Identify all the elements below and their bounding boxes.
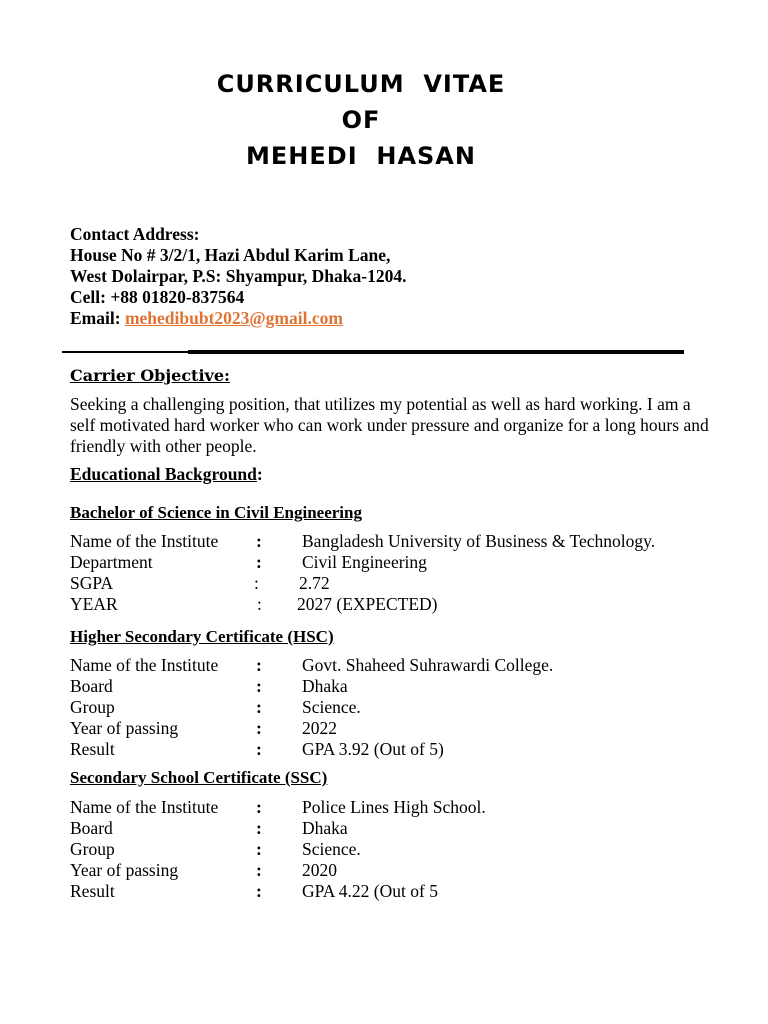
address-line-1: House No # 3/2/1, Hazi Abdul Karim Lane, <box>70 245 391 265</box>
objective-text: Seeking a challenging position, that utilizes my potential as well as hard working. I am a self motivated hard worker who can work under pressure and organize for a long hours and friendly with other people. <box>70 394 709 456</box>
row-key: Year of passing <box>70 718 179 738</box>
row-value: 2.72 <box>299 573 330 593</box>
row-key: SGPA <box>70 573 114 593</box>
row-colon: : <box>257 594 262 614</box>
bsc-row-department <box>70 552 760 573</box>
row-value: Bangladesh University of Business & Technology. <box>302 531 656 551</box>
contact-block <box>70 224 406 329</box>
row-value: Police Lines High School. <box>302 797 486 817</box>
contact-heading: Contact Address: <box>70 224 200 244</box>
row-key: Year of passing <box>70 860 179 880</box>
row-value: Science. <box>302 697 361 717</box>
row-value: Govt. Shaheed Suhrawardi College. <box>302 655 554 675</box>
hsc-title: Higher Secondary Certificate (HSC) <box>70 627 334 646</box>
row-colon: : <box>256 697 262 717</box>
row-key: Board <box>70 676 113 696</box>
row-value: 2020 <box>302 860 337 880</box>
title-of: OF <box>341 106 381 134</box>
cell-number: Cell: +88 01820-837564 <box>70 287 245 307</box>
row-colon: : <box>256 718 262 738</box>
row-key: YEAR <box>70 594 118 614</box>
row-value: 2022 <box>302 718 337 738</box>
row-key: Result <box>70 881 115 901</box>
email-row <box>70 308 406 329</box>
row-colon: : <box>256 552 262 572</box>
bsc-row-sgpa <box>70 573 760 594</box>
row-key: Board <box>70 818 113 838</box>
row-value: Dhaka <box>302 676 348 696</box>
hsc-row-year <box>70 718 760 739</box>
address-line-2: West Dolairpar, P.S: Shyampur, Dhaka-1204. <box>70 266 407 286</box>
row-key: Name of the Institute <box>70 531 219 551</box>
bsc-title: Bachelor of Science in Civil Engineering <box>70 503 362 522</box>
row-colon: : <box>256 860 262 880</box>
row-key: Group <box>70 697 115 717</box>
ssc-row-institute <box>70 797 760 818</box>
email-link[interactable]: mehedibubt2023@gmail.com <box>124 308 343 328</box>
divider-line-thick <box>188 350 684 354</box>
hsc-row-board <box>70 676 760 697</box>
row-colon: : <box>256 676 262 696</box>
row-value: GPA 3.92 (Out of 5) <box>302 739 444 759</box>
title-curriculum-vitae: CURRICULUM VITAE <box>216 70 506 98</box>
row-colon: : <box>256 839 262 859</box>
row-colon: : <box>256 739 262 759</box>
row-key: Group <box>70 839 115 859</box>
row-value: GPA 4.22 (Out of 5 <box>302 881 438 901</box>
row-key: Department <box>70 552 153 572</box>
ssc-row-result <box>70 881 760 902</box>
hsc-row-group <box>70 697 760 718</box>
bsc-row-institute <box>70 531 760 552</box>
ssc-row-year <box>70 860 760 881</box>
education-heading <box>70 464 263 485</box>
row-colon: : <box>254 573 259 593</box>
ssc-row-board <box>70 818 760 839</box>
row-key: Result <box>70 739 115 759</box>
education-heading-text: Educational Background <box>70 464 257 484</box>
row-value: 2027 (EXPECTED) <box>297 594 438 614</box>
row-key: Name of the Institute <box>70 655 219 675</box>
row-colon: : <box>256 818 262 838</box>
row-value: Dhaka <box>302 818 348 838</box>
bsc-row-year <box>70 594 760 615</box>
education-heading-colon: : <box>256 464 263 484</box>
row-colon: : <box>256 655 262 675</box>
hsc-row-institute <box>70 655 760 676</box>
hsc-row-result <box>70 739 760 760</box>
row-value: Science. <box>302 839 361 859</box>
email-label: Email: <box>70 308 125 328</box>
row-value: Civil Engineering <box>302 552 427 572</box>
ssc-title: Secondary School Certificate (SSC) <box>70 768 328 787</box>
row-colon: : <box>256 531 262 551</box>
row-key: Name of the Institute <box>70 797 219 817</box>
objective-heading: Carrier Objective: <box>70 366 230 385</box>
title-name: MEHEDI HASAN <box>246 142 476 170</box>
row-colon: : <box>256 797 262 817</box>
ssc-row-group <box>70 839 760 860</box>
row-colon: : <box>256 881 262 901</box>
